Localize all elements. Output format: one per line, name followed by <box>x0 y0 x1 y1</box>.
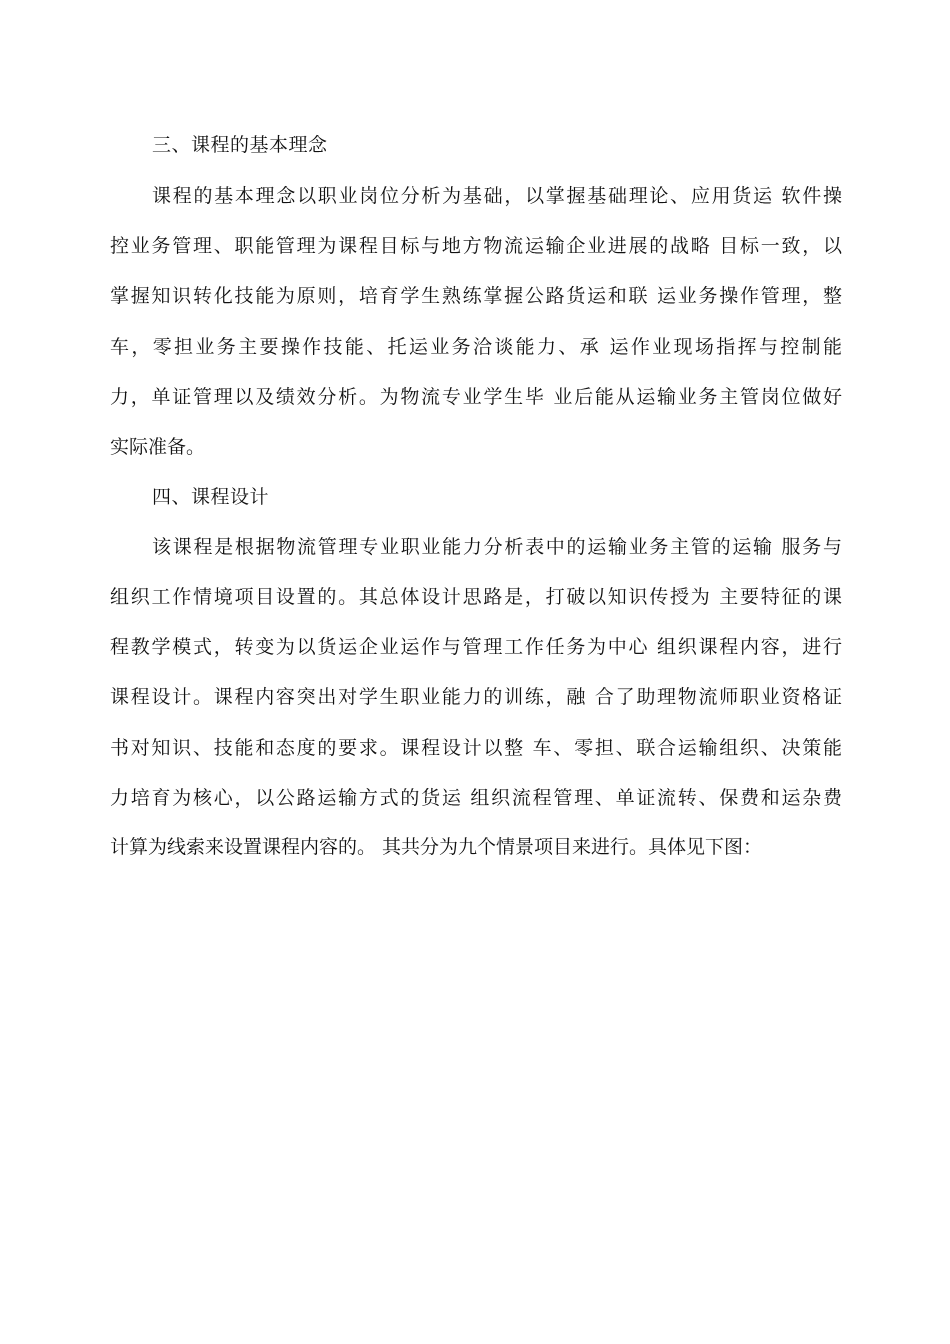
section-4-line-6: 力培育为核心，以公路运输方式的货运 组织流程管理、单证流转、保费和运杂费 <box>110 787 842 809</box>
section-4-heading: 四、课程设计 <box>152 486 270 508</box>
section-4-line-1: 该课程是根据物流管理专业职业能力分析表中的运输业务主管的运输 服务与 <box>152 536 842 558</box>
section-4-line-7: 计算为线索来设置课程内容的。 其共分为九个情景项目来进行。具体见下图： <box>110 836 763 858</box>
section-3-line-3: 掌握知识转化技能为原则，培育学生熟练掌握公路货运和联 运业务操作管理，整 <box>110 285 842 307</box>
section-3-line-6: 实际准备。 <box>110 436 206 458</box>
section-3-line-2: 控业务管理、职能管理为课程目标与地方物流运输企业进展的战略 目标一致，以 <box>110 235 842 257</box>
section-4-line-5: 书对知识、技能和态度的要求。课程设计以整 车、零担、联合运输组织、决策能 <box>110 737 842 759</box>
section-4-line-2: 组织工作情境项目设置的。其总体设计思路是，打破以知识传授为 主要特征的课 <box>110 586 842 608</box>
section-3-heading: 三、课程的基本理念 <box>152 134 328 156</box>
section-3-line-5: 力，单证管理以及绩效分析。为物流专业学生毕 业后能从运输业务主管岗位做好 <box>110 386 842 408</box>
section-3-line-1: 课程的基本理念以职业岗位分析为基础，以掌握基础理论、应用货运 软件操 <box>152 185 842 207</box>
section-4-line-3: 程教学模式，转变为以货运企业运作与管理工作任务为中心 组织课程内容，进行 <box>110 636 842 658</box>
section-3-line-4: 车，零担业务主要操作技能、托运业务洽谈能力、承 运作业现场指挥与控制能 <box>110 336 842 358</box>
section-4-line-4: 课程设计。课程内容突出对学生职业能力的训练，融 合了助理物流师职业资格证 <box>110 686 842 708</box>
